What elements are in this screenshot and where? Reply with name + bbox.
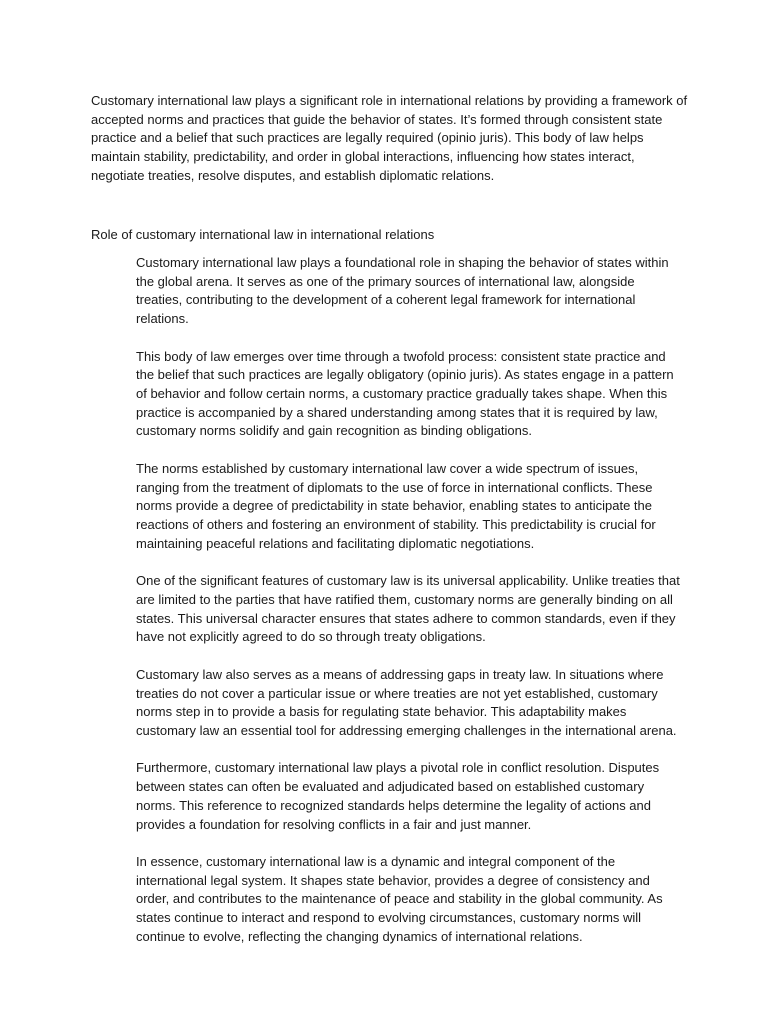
body-paragraph-3: The norms established by customary international law cover a wide spectrum of issues, ranging from the treatment of diplomats to the use of force in international conflicts. These norms provide a degree of predictability in state behavior, enabling states to anticipate the reactions of others and fostering an environment of stability. This predictability is crucial for maintaining peaceful relations and facilitating diplomatic negotiations.: [136, 460, 656, 551]
body-paragraph-6: Furthermore, customary international law plays a pivotal role in conflict resolution. Disputes between states can often be evaluated and adjudicated based on established customary norms. This reference to recognized standards helps determine the legality of actions and provides a foundation for resolving conflicts in a fair and just manner.: [136, 760, 660, 832]
section-heading: Role of customary international law in international relations: [91, 227, 435, 242]
section-body: [136, 254, 684, 965]
intro-paragraph: Customary international law plays a significant role in international relations by providing a framework of accepted norms and practices that guide the behavior of states. It’s formed through consistent state practice and a belief that such practices are legally required (opinio juris). This body of law helps maintain stability, predictability, and order in global interactions, influencing how states interact, negotiate treaties, resolve disputes, and establish diplomatic relations.: [91, 93, 688, 183]
body-paragraph-1: Customary international law plays a foundational role in shaping the behavior of states within the global arena. It serves as one of the primary sources of international law, alongside treaties, contributing to the development of a coherent legal framework for international relations.: [136, 255, 669, 327]
body-paragraph-5: Customary law also serves as a means of addressing gaps in treaty law. In situations where treaties do not cover a particular issue or where treaties are not yet established, customary norms step in to provide a basis for regulating state behavior. This adaptability makes customary law an essential tool for addressing emerging challenges in the international arena.: [136, 666, 677, 738]
body-paragraph-2: This body of law emerges over time through a twofold process: consistent state practice and the belief that such practices are legally obligatory (opinio juris). As states engage in a pattern of behavior and follow certain norms, a customary practice gradually takes shape. When this practice is accompanied by a shared understanding among states that it is required by law, customary norms solidify and gain recognition as binding obligations.: [136, 348, 674, 439]
body-paragraph-4: One of the significant features of customary law is its universal applicability. Unlike treaties that are limited to the parties that have ratified them, customary norms are generally binding on all states. This universal character ensures that states adhere to common standards, even if they have not explicitly agreed to do so through treaty obligations.: [136, 573, 680, 645]
body-paragraph-7: In essence, customary international law is a dynamic and integral component of the international legal system. It shapes state behavior, provides a degree of consistency and order, and contributes to the maintenance of peace and stability in the global community. As states continue to interact and respond to evolving circumstances, customary norms will continue to evolve, reflecting the changing dynamics of international relations.: [136, 854, 663, 944]
